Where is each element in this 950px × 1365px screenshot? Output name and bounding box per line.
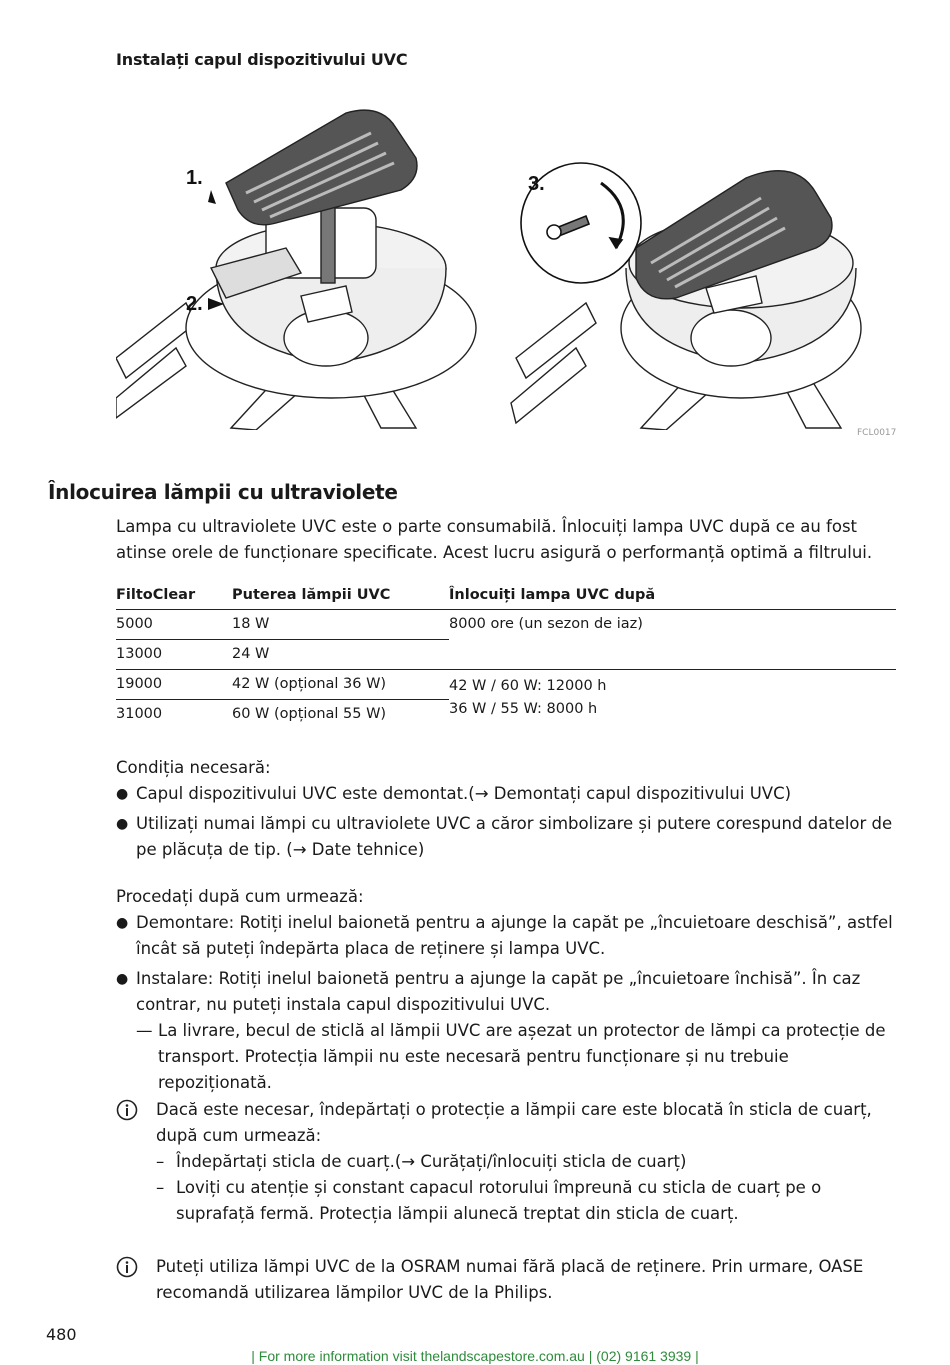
left-device — [116, 110, 476, 430]
replace-line: 36 W / 55 W: 8000 h — [449, 701, 598, 717]
list-item — [116, 781, 901, 807]
section-title: Instalați capul dispozitivului UVC — [116, 50, 408, 69]
list-item — [116, 910, 901, 962]
table-cell: 31000 — [116, 706, 163, 722]
info-icon — [116, 1256, 138, 1278]
table-cell: 19000 — [116, 670, 232, 700]
info-icon — [116, 1099, 138, 1121]
list-item-text: Demontare: Rotiți inelul baionetă pentru a ajunge la capăt pe „încuietoare deschisă”, astfel încât să puteți îndepărta placa de reținere și lampa UVC. — [136, 913, 893, 958]
table-row — [116, 670, 896, 700]
note-text: Puteți utiliza lămpi UVC de la OSRAM numai fără placă de reținere. Prin urmare, OASE recomandă utilizarea lămpilor UVC de la Philips. — [156, 1257, 864, 1302]
footer-link[interactable]: | For more information visit thelandscapestore.com.au | (02) 9161 3939 | — [251, 1348, 699, 1364]
note-text: Dacă este necesar, îndepărtați o protecție a lămpii care este blocată în sticla de cuarț, după cum urmează: — [156, 1100, 872, 1145]
table-header: Puterea lămpii UVC — [232, 580, 449, 610]
step-1-label: 1. — [186, 167, 203, 189]
list-item — [116, 966, 901, 1018]
table-cell: 24 W — [232, 640, 449, 670]
sub-list-item — [116, 1018, 901, 1096]
table-cell: 13000 — [116, 640, 232, 670]
page-heading: Înlocuirea lămpii cu ultraviolete — [48, 480, 398, 504]
lamp-spec-table — [116, 580, 896, 730]
replace-line: 42 W / 60 W: 12000 h — [449, 678, 607, 694]
note-step — [116, 1149, 901, 1175]
table-header: FiltoClear — [116, 580, 232, 610]
dash-icon: – — [156, 1152, 165, 1171]
dash-icon: – — [156, 1178, 165, 1197]
table-cell: 60 W (opțional 55 W) — [232, 706, 387, 722]
page-number: 480 — [46, 1325, 77, 1344]
note-step-text: Îndepărtați sticla de cuarț.(→ Curățați/înlocuiți sticla de cuarț) — [176, 1152, 687, 1171]
table-header-row — [116, 580, 896, 610]
sub-item-text: La livrare, becul de sticlă al lămpii UVC are așezat un protector de lămpi ca protecție de transport. Protecția lămpii nu este necesară pentru funcționare și nu trebuie repoziționată. — [158, 1021, 886, 1092]
step-3-label: 3. — [528, 173, 545, 195]
prerequisite-section — [116, 755, 901, 867]
table-row — [116, 610, 896, 640]
table-cell: 42 W (opțional 36 W) — [232, 670, 449, 700]
list-item — [116, 811, 901, 863]
note-step-text: Loviți cu atenție și constant capacul rotorului împreună cu sticla de cuarț pe o suprafață fermă. Protecția lămpii alunecă treptat din sticla de cuarț. — [176, 1178, 822, 1223]
bullet-icon: ● — [116, 915, 129, 931]
table-cell: 5000 — [116, 610, 232, 640]
procedure-title: Procedați după cum urmează: — [116, 887, 364, 906]
uvc-installation-illustration — [116, 98, 864, 430]
figure-code: FCL0017 — [857, 428, 897, 438]
table-header: Înlocuiți lampa UVC după — [449, 580, 896, 610]
prerequisite-title: Condiția necesară: — [116, 758, 271, 777]
dash-icon: — — [136, 1021, 153, 1040]
bullet-icon: ● — [116, 971, 129, 987]
list-item-text: Capul dispozitivului UVC este demontat.(→ Demontați capul dispozitivului UVC) — [136, 784, 792, 803]
table-cell: 8000 ore (un sezon de iaz) — [449, 610, 896, 670]
bullet-icon: ● — [116, 786, 129, 802]
note-step — [116, 1175, 901, 1227]
info-note — [116, 1254, 901, 1306]
procedure-section — [116, 884, 901, 1096]
table-cell-replace — [449, 670, 896, 730]
list-item-text: Utilizați numai lămpi cu ultraviolete UVC a căror simbolizare și putere corespund datelor de pe plăcuța de tip. (→ Date tehnice) — [136, 814, 893, 859]
list-item-text: Instalare: Rotiți inelul baionetă pentru a ajunge la capăt pe „încuietoare închisă”. În caz contrar, nu puteți instala capul dispozitivului UVC. — [136, 969, 861, 1014]
intro-paragraph: Lampa cu ultraviolete UVC este o parte consumabilă. Înlocuiți lampa UVC după ce au fost atinse orele de funcționare specificate. Acest lucru asigură o performanță optimă a filtrului. — [116, 517, 873, 562]
table-cell: 18 W — [232, 610, 449, 640]
info-note — [116, 1097, 901, 1227]
step-2-label: 2. — [186, 293, 203, 315]
bullet-icon: ● — [116, 816, 129, 832]
